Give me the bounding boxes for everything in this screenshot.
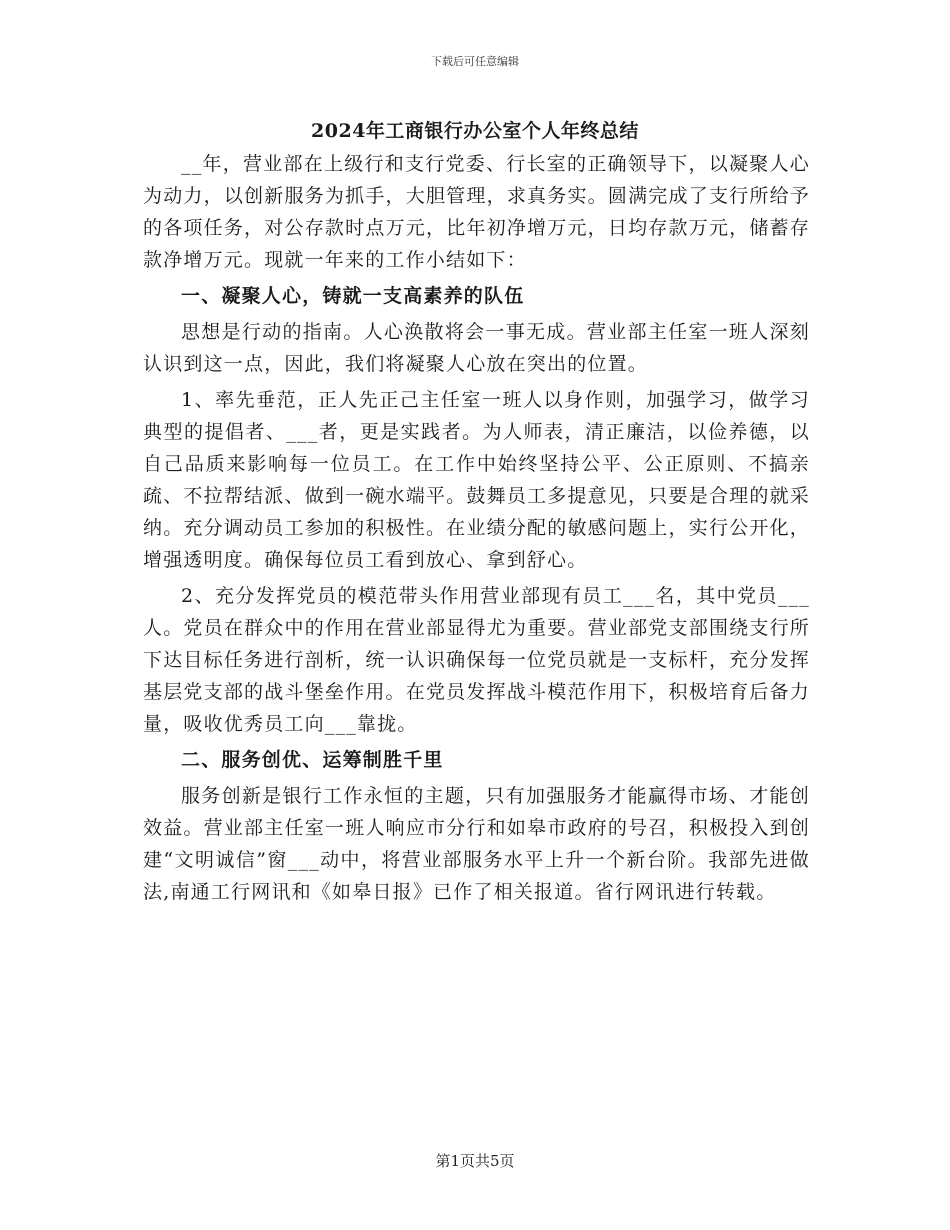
page-number-footer: 第1页共5页 xyxy=(435,1152,515,1170)
paragraph-service: 服务创新是银行工作永恒的主题，只有加强服务才能赢得市场、才能创效益。营业部主任室一班人响应市分行和如皋市政府的号召，积极投入到创建“文明诚信”窗___动中，将营业部服务水平上升一个新台阶。我部先进做法,南通工行网讯和《如皋日报》已作了相关报道。省行网讯进行转载。 xyxy=(143,785,810,903)
paragraph-thought: 思想是行动的指南。人心涣散将会一事无成。营业部主任室一班人深刻认识到这一点，因此，我们将凝聚人心放在突出的位置。 xyxy=(143,321,810,375)
document-title: 2024年工商银行办公室个人年终总结 xyxy=(311,120,639,142)
section-heading-2: 二、服务创优、运筹制胜千里 xyxy=(181,749,444,771)
paragraph-item-1: 1、率先垂范，正人先正己主任室一班人以身作则，加强学习，做学习典型的提倡者、___者，更是实践者。为人师表，清正廉洁，以俭养德，以自己品质来影响每一位员工。在工作中始终坚持公平、公正原则、不搞亲疏、不拉帮结派、做到一碗水端平。鼓舞员工多提意见，只要是合理的就采纳。充分调动员工参加的积极性。在业绩分配的敏感问题上，实行公开化，增强透明度。确保每位员工看到放心、拿到舒心。 xyxy=(143,389,810,571)
header-note: 下载后可任意编辑 xyxy=(431,55,519,68)
paragraph-item-2: 2、充分发挥党员的模范带头作用营业部现有员工___名，其中党员___人。党员在群众中的作用在营业部显得尤为重要。营业部党支部围绕支行所下达目标任务进行剖析，统一认识确保每一位党员就是一支标杆，充分发挥基层党支部的战斗堡垒作用。在党员发挥战斗模范作用下，积极培育后备力量，吸收优秀员工向___靠拢。 xyxy=(143,585,810,735)
section-heading-1: 一、凝聚人心，铸就一支高素养的队伍 xyxy=(181,285,525,307)
document-body xyxy=(143,148,810,912)
paragraph-intro: __年，营业部在上级行和支行党委、行长室的正确领导下，以凝聚人心为动力，以创新服务为抓手，大胆管理，求真务实。圆满完成了支行所给予的各项任务，对公存款时点万元，比年初净增万元，日均存款万元，储蓄存款净增万元。现就一年来的工作小结如下： xyxy=(143,153,810,271)
